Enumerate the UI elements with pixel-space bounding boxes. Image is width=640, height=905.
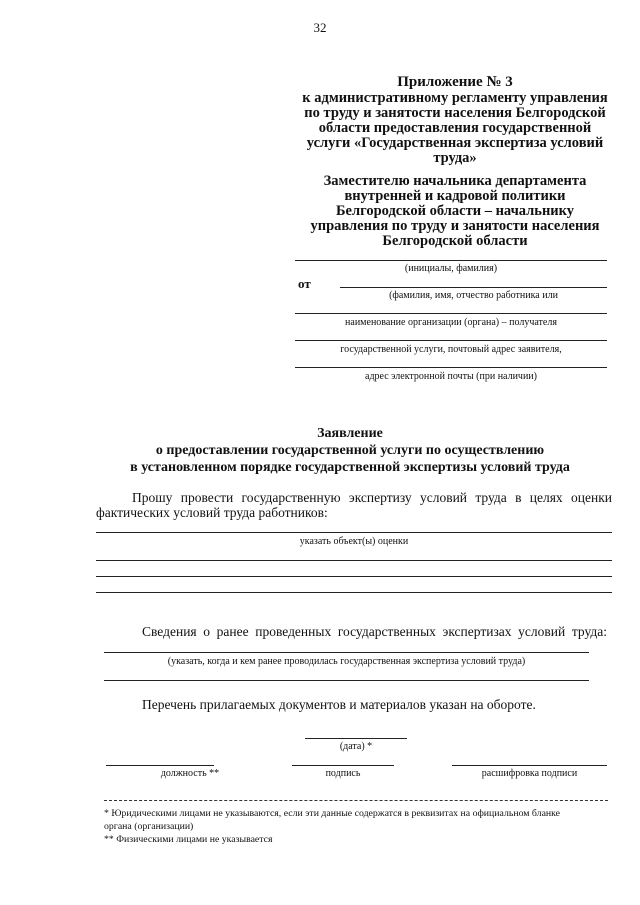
statement-subtitle-line: в установленном порядке государственной экспертизы условий труда <box>130 460 570 475</box>
sender-line-3[interactable] <box>295 340 607 341</box>
sender-caption-4: адрес электронной почты (при наличии) <box>365 371 537 382</box>
page-number: 32 <box>313 20 327 35</box>
statement-subtitle-line: о предоставлении государственной услуги по осуществлению <box>155 443 545 458</box>
addressee-block <box>295 174 615 249</box>
appendix-title: Приложение № 3 <box>397 74 513 90</box>
object-line-1[interactable] <box>96 532 612 533</box>
decoding-line[interactable] <box>452 765 607 766</box>
appendix-line: услуги «Государственная экспертиза условий <box>306 135 604 151</box>
sender-line-1[interactable] <box>340 287 607 288</box>
attachments-text: Перечень прилагаемых документов и материалов указан на обороте. <box>142 697 536 712</box>
sender-caption-2: наименование организации (органа) – получателя <box>345 317 557 328</box>
object-line-2[interactable] <box>96 560 612 561</box>
footnote-2: ** Физическими лицами не указывается <box>104 834 273 845</box>
position-line[interactable] <box>106 765 214 766</box>
previous-line-1[interactable] <box>104 652 589 653</box>
request-text-line1: Прошу провести государственную экспертизу условий труда в целях оценки <box>132 490 612 505</box>
signature-line[interactable] <box>292 765 394 766</box>
signature-caption: подпись <box>325 768 361 779</box>
decoding-caption: расшифровка подписи <box>481 768 578 779</box>
appendix-line: области предоставления государственной <box>318 120 592 136</box>
footnote-separator <box>104 800 608 801</box>
previous-caption: (указать, когда и кем ранее проводилась государственная экспертиза условий труда) <box>167 656 526 667</box>
sender-line-4[interactable] <box>295 367 607 368</box>
sender-caption-3: государственной услуги, почтовый адрес заявителя, <box>340 344 562 355</box>
previous-expertise-text: Сведения о ранее проведенных государственных экспертизах условий труда: <box>142 624 607 639</box>
addressee-line: управления по труду и занятости населения <box>310 218 600 234</box>
appendix-line: труда» <box>433 150 477 166</box>
position-caption: должность ** <box>160 768 220 779</box>
addressee-line: Заместителю начальника департамента <box>323 173 587 189</box>
addressee-line: Белгородской области – начальнику <box>335 203 575 219</box>
footnote-1-line2: органа (организации) <box>104 821 194 832</box>
sender-line-2[interactable] <box>295 313 607 314</box>
initials-line[interactable] <box>295 260 607 261</box>
initials-caption: (инициалы, фамилия) <box>404 263 498 274</box>
object-line-3[interactable] <box>96 576 612 577</box>
from-label: от <box>298 276 311 291</box>
object-caption: указать объект(ы) оценки <box>299 536 409 547</box>
appendix-line: к административному регламенту управления <box>302 90 608 106</box>
appendix-block <box>285 75 625 166</box>
addressee-line: внутренней и кадровой политики <box>344 188 566 204</box>
previous-line-2[interactable] <box>104 680 589 681</box>
date-caption: (дата) * <box>339 741 373 752</box>
request-text-line2: фактических условий труда работников: <box>96 505 328 520</box>
addressee-line: Белгородской области <box>382 233 528 249</box>
appendix-line: по труду и занятости населения Белгородской <box>304 105 606 121</box>
date-line[interactable] <box>305 738 407 739</box>
sender-caption-1: (фамилия, имя, отчество работника или <box>389 290 558 301</box>
object-line-4[interactable] <box>96 592 612 593</box>
statement-title: Заявление <box>317 426 383 441</box>
footnote-1-line1: * Юридическими лицами не указываются, если эти данные содержатся в реквизитах на официальном бланке <box>104 808 561 819</box>
